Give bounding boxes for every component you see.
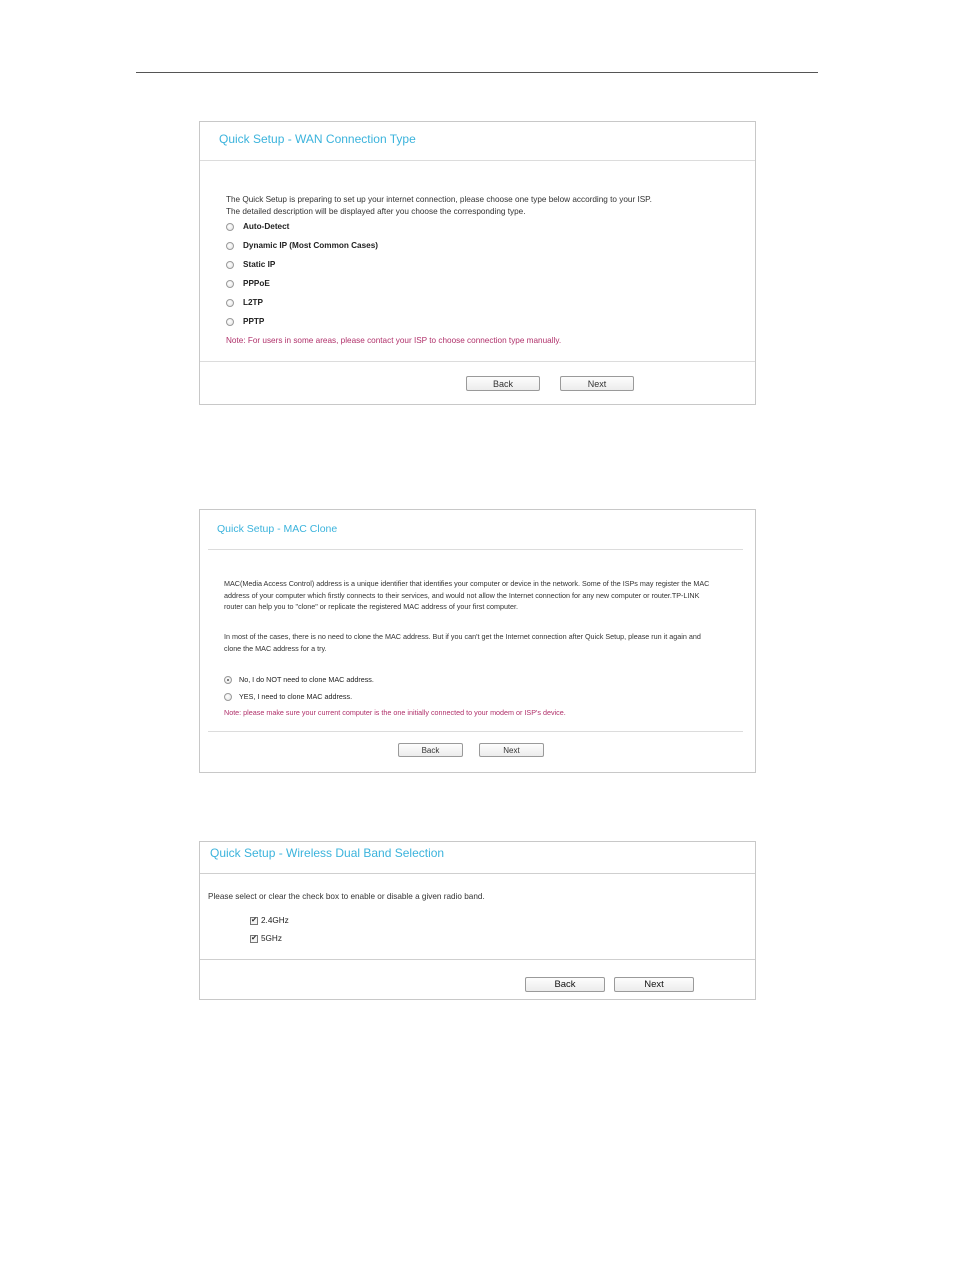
- option-label: YES, I need to clone MAC address.: [239, 692, 353, 701]
- footer-divider: [200, 361, 755, 362]
- back-button[interactable]: Back: [398, 743, 463, 757]
- next-button[interactable]: Next: [479, 743, 544, 757]
- radio-button[interactable]: [226, 261, 234, 269]
- band-label: 5GHz: [261, 934, 282, 943]
- radio-button[interactable]: [226, 318, 234, 326]
- checkbox[interactable]: ✔: [251, 935, 257, 942]
- next-button[interactable]: Next: [614, 977, 694, 992]
- back-button[interactable]: Back: [466, 376, 540, 391]
- instruction-text: Please select or clear the check box to enable or disable a given radio band.: [208, 892, 485, 901]
- radio-button[interactable]: [224, 676, 232, 684]
- option-label: PPTP: [243, 317, 265, 326]
- radio-button[interactable]: [226, 223, 234, 231]
- option-static-ip[interactable]: [226, 260, 275, 269]
- next-button[interactable]: Next: [560, 376, 634, 391]
- title-divider: [200, 160, 755, 161]
- checkbox[interactable]: ✔: [251, 917, 257, 924]
- radio-button[interactable]: [226, 299, 234, 307]
- back-button[interactable]: Back: [525, 977, 605, 992]
- page-header-rule: [136, 72, 818, 73]
- description-line: clone the MAC address for a try.: [224, 644, 327, 653]
- option-l2tp[interactable]: [226, 298, 263, 307]
- band-label: 2.4GHz: [261, 916, 289, 925]
- note-text: Note: please make sure your current computer is the one initially connected to your modem or ISP's device.: [224, 708, 566, 717]
- band-5ghz[interactable]: [250, 934, 282, 943]
- option-label: Static IP: [243, 260, 276, 269]
- option-label: PPPoE: [243, 279, 270, 288]
- wireless-dual-band-panel: [199, 841, 756, 1000]
- option-pppoe[interactable]: [226, 279, 270, 288]
- panel-title: Quick Setup - WAN Connection Type: [219, 132, 416, 146]
- option-pptp[interactable]: [226, 317, 264, 326]
- footer-divider: [208, 731, 743, 732]
- note-text: Note: For users in some areas, please contact your ISP to choose connection type manually.: [226, 336, 562, 345]
- option-dynamic-ip[interactable]: [226, 241, 378, 250]
- description-line: MAC(Media Access Control) address is a unique identifier that identifies your computer or device in the network. Some of the ISPs may register the MAC: [224, 579, 710, 588]
- description-line: The Quick Setup is preparing to set up your internet connection, please choose one type below according to your ISP.: [226, 195, 652, 204]
- option-no-clone[interactable]: [224, 675, 374, 684]
- mac-clone-panel: [199, 509, 756, 773]
- option-label: Dynamic IP (Most Common Cases): [243, 241, 378, 250]
- band-2-4ghz[interactable]: [250, 916, 289, 925]
- footer-divider: [200, 959, 755, 960]
- panel-title: Quick Setup - MAC Clone: [217, 523, 338, 535]
- wan-connection-type-panel: [199, 121, 756, 405]
- title-divider: [200, 873, 755, 874]
- title-divider: [208, 549, 743, 550]
- option-label: Auto-Detect: [243, 222, 290, 231]
- option-auto-detect[interactable]: [226, 222, 289, 231]
- option-label: No, I do NOT need to clone MAC address.: [239, 675, 374, 684]
- description-line: The detailed description will be displayed after you choose the corresponding type.: [226, 207, 526, 216]
- radio-button[interactable]: [226, 280, 234, 288]
- description-line: In most of the cases, there is no need to clone the MAC address. But if you can't get the Internet connection after Quick Setup, please run it again and: [224, 632, 701, 641]
- option-yes-clone[interactable]: [224, 692, 352, 701]
- radio-button[interactable]: [224, 693, 232, 701]
- option-label: L2TP: [243, 298, 264, 307]
- panel-title: Quick Setup - Wireless Dual Band Selection: [210, 846, 445, 860]
- description-line: router can help you to "clone" or replicate the registered MAC address of your first computer.: [224, 602, 518, 611]
- radio-button[interactable]: [226, 242, 234, 250]
- description-line: address of your computer which firstly connects to their services, and would not allow the Internet connection for any new computer or router.TP-LINK: [224, 591, 700, 600]
